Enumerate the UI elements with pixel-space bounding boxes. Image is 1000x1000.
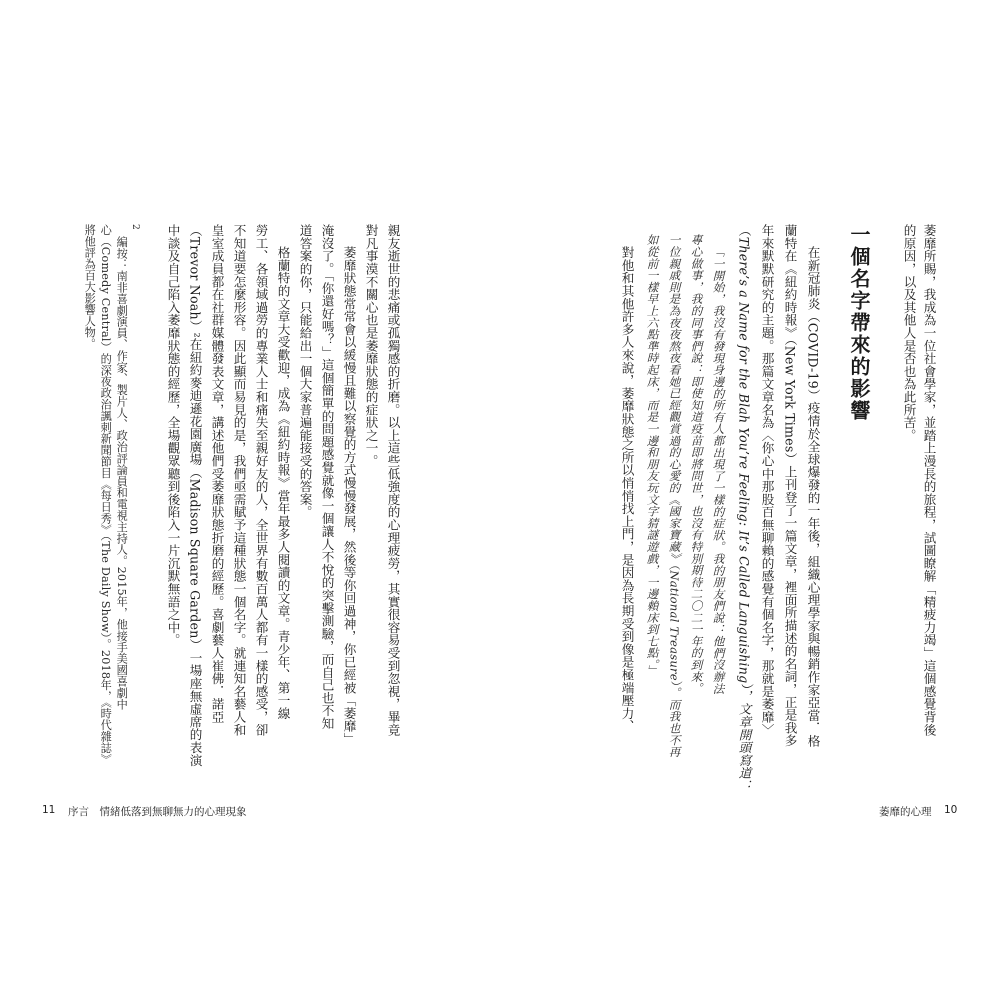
body-text-column: 道答案的你，只能給出一個大家普遍能接受的答案。 — [297, 224, 313, 519]
body-text-column: 不知道要怎麼形容。因此顯而易見的是，我們亟需賦予這種狀態一個名字。就連知名藝人和 — [231, 224, 247, 736]
body-text-column: 對他和其他許多人來說，萎靡狀態之所以悄悄找上門，是因為長期受到像是極端壓力、 — [619, 246, 635, 733]
body-text-column: 皇室成員都在社群媒體發表文章，講述他們受萎靡狀態折磨的經歷。喜劇藝人崔佛．諾亞 — [209, 224, 225, 724]
body-text-column: 淹沒了。「你還好嗎？」這個簡單的問題感覺就像一個讓人不悅的突擊測驗，而自己也不知 — [319, 224, 335, 730]
body-text-column: 中談及自己陷入萎靡狀態的經歷，全場觀眾聽到後陷入一片沉默無語之中。 — [165, 224, 181, 647]
running-footer-title: 序言 情緒低落到無聊無力的心理現象 — [68, 806, 247, 818]
section-heading: 一個名字帶來的影響 — [847, 224, 871, 422]
body-text-column: （There’s a Name for the Blah You’re Feeling: It’s Called Languishing），文章開頭寫道： — [736, 224, 752, 793]
footnote-line: 編按：南非喜劇演員、作家、製片人、政治評論員和電視主持人。2015年，他接手美國喜劇中 — [115, 236, 129, 710]
body-text-column: 對凡事漠不關心也是萎靡狀態的症狀之一。 — [363, 224, 379, 468]
body-text-column: 萎靡所賜，我成為一位社會學家，並踏上漫長的旅程，試圖瞭解「精疲力竭」這個感覺背後 — [921, 224, 937, 736]
body-text-column: 格蘭特的文章大受歡迎，成為《紐約時報》當年最多人閱讀的文章。青少年、第一線 — [275, 246, 291, 720]
quote-column: 「一開始，我沒有發現身邊的所有人都出現了一樣的症狀。我的朋友們說：他們沒辦法 — [711, 246, 726, 695]
body-text-column: （Trevor Noah）²在紐約麥迪遜花園廣場（Madison Square Garden）一場座無虛席的表演 — [187, 224, 203, 767]
footnote-line: 將他評為百大影響人物。 — [83, 224, 97, 350]
footnote-mark: 2 — [130, 224, 140, 230]
page-number: 10 — [944, 804, 958, 816]
page-number: 11 — [42, 804, 56, 816]
body-text-column: 蘭特在《紐約時報》（New York Times）上刊登了一篇文章，裡面所描述的名詞，正是我多 — [782, 224, 798, 747]
quote-column: 一位親戚則是為夜夜熬夜看她已經觀賞過的心愛的《國家寶藏》（National Treasure）。而我也不再 — [667, 234, 682, 758]
body-text-column: 在新冠肺炎（COVID-19）疫情於全球爆發的一年後，組織心理學家與暢銷作家亞當．格 — [805, 246, 821, 748]
body-text-column: 年來默默研究的主題。那篇文章名為〈你心中那股百無聊賴的感覺有個名字，那就是萎靡〉 — [759, 224, 775, 736]
footnote-line: 心（Comedy Central）的深夜政治諷刺新聞節目《每日秀》（The Daily Show）。2018年，《時代雜誌》 — [99, 224, 113, 765]
body-text-column: 勞工、各領域過勞的專業人士和痛失至親好友的人，全世界有數百萬人都有一樣的感受，卻 — [253, 224, 269, 736]
quote-column: 專心做事，我的同事們說：即使知道疫苗即將問世，也沒有特別期待二〇二一年的到來。 — [689, 234, 704, 695]
body-text-column: 的原因，以及其他人是否也為此所苦。 — [901, 224, 917, 442]
running-footer-title: 萎靡的心理 — [879, 806, 932, 818]
quote-column: 如從前一樣早上六點準時起床，而是一邊和朋友玩文字猜謎遊戲，一邊賴床到七點。」 — [645, 234, 660, 677]
body-text-column: 親友逝世的悲痛或孤獨感的折磨。以上這些低強度的心理疲勞，其實很容易受到忽視，畢竟 — [385, 224, 401, 736]
body-text-column: 萎靡狀態常常會以緩慢且難以察覺的方式慢慢發展，然後等你回過神，你已經被「萎靡」 — [341, 246, 357, 746]
